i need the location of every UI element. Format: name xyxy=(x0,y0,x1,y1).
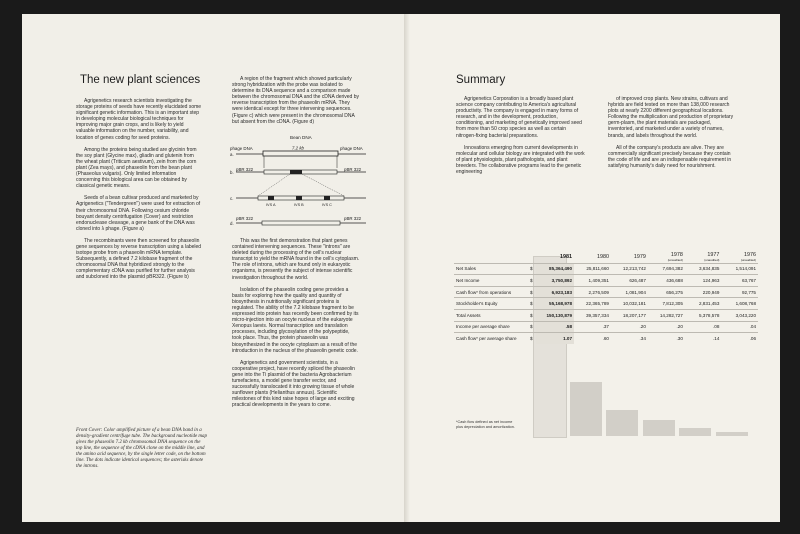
table-cell: .37 xyxy=(602,324,609,330)
table-cell: 3,043,220 xyxy=(735,312,756,318)
table-cell: 1,608,768 xyxy=(735,301,756,307)
row-label: Total Assets xyxy=(456,312,481,318)
paragraph: Agrigenetics Corporation is a broadly based plant science company contributing to America's agricultural productivity. The company is engaged in many forms of research, and in the development, production, conditioning, and marketing of genetically improved seed from more than 50 crop species as well as certain nitrogen-fixing bacterial preparations. xyxy=(456,96,582,139)
table-cell: 436,688 xyxy=(666,277,683,283)
table-cell: .04 xyxy=(749,324,756,330)
table-cell: 14,282,727 xyxy=(659,312,683,318)
table-cell: .30 xyxy=(676,335,683,341)
table-cell: 6,923,183 xyxy=(536,286,574,298)
figure-label-kb: 7.2 kb xyxy=(292,145,304,151)
paragraph: Among the proteins being studied are glycinin from the soy plant (Glycine max), gliadin and glutenin from the wheat plant (Triticum aestivum), zein from the corn plant (Zea mays), and phaseolin from the bean plant (Phaseolus vulgaris). Only limited information concerning this biological area can be obtained by classical genetic means. xyxy=(76,146,197,190)
table-row xyxy=(454,298,758,310)
year-1980: 1980 xyxy=(596,254,609,261)
table-cell: 1,514,091 xyxy=(735,266,756,272)
paragraph: Agrigenetics research scientists investigating the storage proteins of seeds have recently elucidated some significant genetic information. This is an important step in developing molecular biological techniques for improving major grain crops, and is likely to yield valuable information on the number, variability, and location of genes coding for seed proteins. xyxy=(76,98,202,141)
table-cell: 85,364,490 xyxy=(536,263,574,275)
row-label: Income per average share xyxy=(456,324,510,330)
table-row xyxy=(454,321,758,333)
table-cell: 12,213,742 xyxy=(622,266,646,272)
figure-label-pbr-c-right: pBR 322 xyxy=(344,216,362,221)
table-cell: 1,409,351 xyxy=(588,277,609,283)
table-cell: .58 xyxy=(536,321,574,333)
table-cell: 39,357,334 xyxy=(585,312,609,318)
table-cell: 7,812,305 xyxy=(662,301,683,307)
dollar-sign: $ xyxy=(530,277,533,283)
table-cell: .34 xyxy=(639,335,646,341)
table-cell: 55,168,978 xyxy=(536,298,574,310)
table-cell: 1,081,904 xyxy=(625,289,646,295)
row-label: Cash flow* from operations xyxy=(456,289,512,295)
table-cell: 220,949 xyxy=(702,289,720,295)
table-cell: 22,365,789 xyxy=(585,301,609,307)
figure-label-ivs-a: IVS A xyxy=(266,203,276,207)
right-column-1 xyxy=(456,96,586,181)
table-cell: 18,207,177 xyxy=(622,312,646,318)
table-row xyxy=(454,333,758,344)
table-row xyxy=(454,286,758,298)
figure-label-bean-dna: Bean DNA xyxy=(290,135,312,140)
figure-label-pbr-b-right: pBR 322 xyxy=(344,167,362,172)
dollar-sign: $ xyxy=(530,289,533,295)
dollar-sign: $ xyxy=(530,312,533,318)
table-row xyxy=(454,309,758,321)
figure-label-pbr-b-left: pBR 322 xyxy=(236,167,254,172)
dollar-sign: $ xyxy=(530,301,533,307)
paragraph: All of the company's products are alive. They are commercially significant precisely because they contain the code of life and are an indispensable requirement in satisfying humanity's daily need for nourishment. xyxy=(608,144,732,169)
table-cell: 3,750,892 xyxy=(536,275,574,287)
table-row xyxy=(454,275,758,287)
table-cell: 7,694,382 xyxy=(662,266,683,272)
table-header-row xyxy=(454,252,758,263)
table-cell: 2,831,453 xyxy=(698,301,720,307)
year-1979: 1979 xyxy=(633,254,646,261)
table-cell: 25,811,660 xyxy=(586,266,609,272)
row-label: Net Sales xyxy=(456,266,476,272)
figure-label-phage-left: phage DNA xyxy=(230,146,253,151)
table-cell: .60 xyxy=(602,335,609,341)
dollar-sign: $ xyxy=(530,324,533,330)
cash-flow-footnote: *Cash flow defined as net income plus depreciation and amortization. xyxy=(456,420,515,429)
table-cell: 626,487 xyxy=(629,277,646,283)
table-cell: .08 xyxy=(713,324,720,330)
paragraph: The recombinants were then screened for phaseolin gene sequences by reverse transcription using a labeled isotope probe from a phaseolin mRNA template. Subsequently, a defined 7.2 kilobase fragment of the chromosomal DNA that hybridized strongly to the complementary cDNA was purified for further analysis and subcloned into the plasmid pBR322. (Figure b) xyxy=(76,237,202,281)
table-cell: 1.07 xyxy=(536,333,574,344)
table-cell: 63,767 xyxy=(741,277,756,283)
table-cell: 3,634,835 xyxy=(698,266,720,272)
cover-caption: Front Cover: Color amplified picture of a bean DNA band in a density-gradient centrifuge tube. The background nucleotide map gives the phaseolin 7.2 kb chromosomal DNA sequence on the top line, the sequence of the cDNA clone on the middle line, and the amino acid sequence, by the single letter code, on the bottom line. The dots indicate identical sequences; the asterisks denote the introns. xyxy=(76,428,208,469)
paragraph: Seeds of a bean cultivar produced and marketed by Agrigenetics ("Tendergreen") were used for extraction of their chromosomal DNA. Following cesium chloride bouyant density centrifugation (Cover) and restriction endonuclease cleavage, a gene bank of the DNA was cloned into λ phage. (Figure a) xyxy=(76,195,201,232)
table-cell: 124,963 xyxy=(702,277,720,283)
sales-bar xyxy=(570,382,602,436)
table-cell: .20 xyxy=(676,324,683,330)
dollar-sign: $ xyxy=(530,266,533,272)
figure-label-d: d. xyxy=(230,221,234,226)
row-label: Stockholder's Equity xyxy=(456,301,498,307)
table-cell: .06 xyxy=(749,335,756,341)
left-column-2-bottom xyxy=(232,238,360,414)
table-cell: .20 xyxy=(639,324,646,330)
phaseolin-gene-figure xyxy=(228,134,368,230)
table-cell: 2,276,509 xyxy=(588,289,609,295)
right-column-2 xyxy=(608,96,738,175)
paragraph: This was the first demonstration that plant genes contained intervening sequences. These "introns" are deleted during the processing of the cell's nuclear transcript to yield the mRNA found in the cell's cytoplasm. The role of introns, which are found only in eukaryotic organisms, is presently the subject of intense scientific investigation throughout the world. xyxy=(232,238,360,281)
paragraph: Isolation of the phaseolin coding gene provides a basis for exploring how the quality and quantity of biosynthesis in nutritionally significant proteins is regulated. The ability of the 7.2 kilobase fragment to be expressed into protein has recently been confirmed by its micro-injection into an oocyte nucleus of the eukaryote Xenopus laevis. Normal transcription and translation processes, including glycosylation of the polypeptide, took place. Thus, the protein phaseolin was biosynthesized in the oocyte cytoplasm as a result of the introduction in the nucleus of the phaseolin genetic code. xyxy=(232,286,359,354)
year-1976: 1976 (unaudited) xyxy=(740,252,756,263)
figure-label-a: a. xyxy=(230,152,234,157)
left-column-2-top xyxy=(232,76,360,131)
figure-label-phage-right: phage DNA xyxy=(340,146,363,151)
right-heading: Summary xyxy=(456,74,506,86)
year-1977: 1977 (unaudited) xyxy=(704,252,720,263)
paragraph: Agrigenetics and government scientists, in a cooperative project, have recently spliced the phaseolin gene into the Ti plasmid of the bacteria Agrobacterium tumefaciens, a model gene transfer vector, and successfully translocated it into growing tissue of whole sunflower plants (Helianthus annuus). Scientific milestones of this kind raise hopes of large and exciting practical developments in the years to come. xyxy=(232,359,355,409)
sales-bar xyxy=(606,410,638,436)
sales-bar xyxy=(679,428,711,436)
paragraph: A region of the fragment which showed particularly strong hybridization with the probe was isolated to determine its DNA sequence and a comparison made between the chromosomal DNA and the cDNA derived by reverse transcription from the phaseolin mRNA. They were identical except for three intervening sequences. (Figure c) which were present in the chromosomal DNA but absent from the cDNA. (Figure d) xyxy=(232,76,360,125)
paragraph: Innovations emerging from current developments in molecular and cellular biology are integrated with the work of plant physiologists, plant pathologists, and plant breeders. The collaborative programs lead to the genetic engineering xyxy=(456,144,585,176)
figure-label-pbr-c-left: pBR 322 xyxy=(236,216,254,221)
left-heading: The new plant sciences xyxy=(80,74,201,86)
figure-label-c: c. xyxy=(230,196,234,201)
figure-label-ivs-c: IVS C xyxy=(322,203,332,207)
table-cell: 10,032,181 xyxy=(622,301,646,307)
sales-bar xyxy=(716,432,748,436)
figure-label-b: b. xyxy=(230,170,234,175)
dollar-sign: $ xyxy=(530,335,533,341)
table-cell: 150,130,879 xyxy=(536,309,574,321)
sales-bar xyxy=(643,420,675,436)
financial-summary-table xyxy=(454,252,758,344)
table-cell: 92,775 xyxy=(741,289,756,295)
year-1978: 1978 (unaudited) xyxy=(667,252,683,263)
table-cell: 5,378,578 xyxy=(698,312,720,318)
row-label: Cash flow* per average share xyxy=(456,335,517,341)
figure-label-ivs-b: IVS B xyxy=(294,203,304,207)
table-row xyxy=(454,263,758,275)
paragraph: of improved crop plants. New strains, cultivars and hybrids are field tested on more than 138,000 research plots at nearly 2200 different geographical locations. Following the multiplication and production of proprietary germ-plasm, the plant materials are packaged, inventoried, and marketed under a variety of names, brands, and labels throughout the world. xyxy=(608,96,734,139)
row-label: Net Income xyxy=(456,277,480,283)
book-gutter xyxy=(404,14,410,522)
left-column-1 xyxy=(76,98,202,287)
table-cell: .14 xyxy=(713,335,720,341)
year-1981: 1981 xyxy=(560,254,573,261)
table-cell: 656,275 xyxy=(666,289,683,295)
